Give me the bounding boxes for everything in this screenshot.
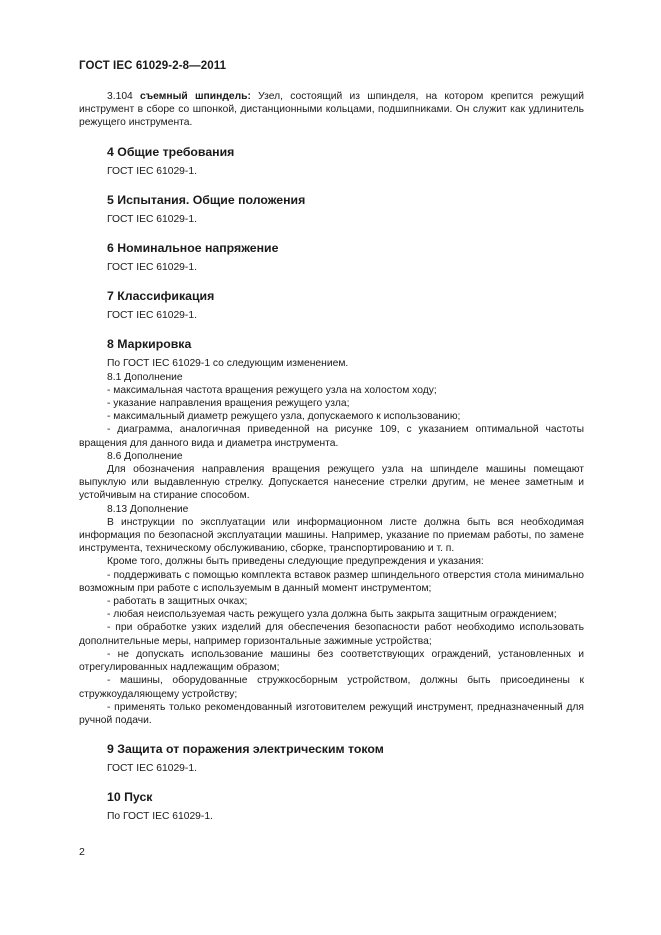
page-number: 2	[79, 846, 85, 858]
section-6-body: ГОСТ IEC 61029-1.	[107, 262, 197, 274]
heading-section-7: 7 Классификация	[107, 289, 215, 304]
subsection-8-6-text: Для обозначения направления вращения режущего узла на шпинделе машины помещают выпуклую или выдавленную стрелку. Допускается нанесение стрелки другим, не менее заметным и устойчивым на стирание способом.	[79, 464, 584, 502]
section-10-body: По ГОСТ IEC 61029-1.	[107, 811, 213, 823]
list-item: - указание направления вращения режущего узла;	[107, 398, 350, 410]
list-item: - максимальный диаметр режущего узла, допускаемого к использованию;	[107, 411, 461, 423]
list-item: - любая неиспользуемая часть режущего узла должна быть закрыта защитным ограждением;	[107, 609, 557, 621]
definition-number: 3.104	[107, 91, 141, 102]
heading-section-5: 5 Испытания. Общие положения	[107, 192, 306, 207]
heading-section-9: 9 Защита от поражения электрическим током	[107, 742, 384, 757]
list-item: - при обработке узких изделий для обеспечения безопасности работ необходимо использовать дополнительные меры, например горизонтальные зажимные устройства;	[79, 622, 584, 647]
subsection-8-13-text-b: Кроме того, должны быть приведены следующие предупреждения и указания:	[107, 556, 484, 568]
definition-3-104	[79, 90, 584, 130]
list-item: - применять только рекомендованный изготовителем режущий инструмент, предназначенный для ручной подачи.	[79, 701, 584, 726]
section-7-body: ГОСТ IEC 61029-1.	[107, 310, 197, 322]
section-5-body: ГОСТ IEC 61029-1.	[107, 213, 197, 225]
heading-section-8: 8 Маркировка	[107, 337, 192, 352]
list-item: - машины, оборудованные стружкосборным устройством, должны быть присоединены к стружкоудаляющему устройству;	[79, 675, 584, 700]
heading-section-6: 6 Номинальное напряжение	[107, 241, 279, 256]
list-item: - диаграмма, аналогичная приведенной на рисунке 109, с указанием оптимальной частоты вращения для данного вида и диаметра инструмента.	[79, 424, 584, 449]
definition-term: съемный шпиндель:	[140, 91, 251, 102]
document-header: ГОСТ IEC 61029-2-8—2011	[79, 60, 227, 72]
document-body	[79, 90, 584, 824]
list-item: - максимальная частота вращения режущего узла на холостом ходу;	[107, 384, 437, 396]
list-item: - работать в защитных очках;	[107, 596, 248, 608]
subsection-8-1-title: 8.1 Дополнение	[107, 371, 183, 383]
heading-section-4: 4 Общие требования	[107, 144, 235, 159]
subsection-8-6-title: 8.6 Дополнение	[107, 450, 183, 462]
section-4-body: ГОСТ IEC 61029-1.	[107, 165, 197, 177]
subsection-8-13-text: В инструкции по эксплуатации или информационном листе должна быть вся необходимая информация по безопасной эксплуатации машины. Например, указание по приемам работы, по замене инструмента, техническому обслуживанию, сборке, транспортированию и т. п.	[79, 516, 584, 555]
subsection-8-13-title: 8.13 Дополнение	[107, 503, 189, 515]
section-9-body: ГОСТ IEC 61029-1.	[107, 763, 197, 775]
heading-section-10: 10 Пуск	[107, 790, 153, 805]
list-item: - не допускать использование машины без соответствующих ограждений, установленных и отрегулированных надлежащим образом;	[79, 648, 584, 674]
list-item: - поддерживать с помощью комплекта вставок размер шпиндельного отверстия стола минимально возможным при работе с используемым в данный момент инструментом;	[79, 569, 584, 594]
definition-text: Узел, состоящий из шпинделя, на котором крепится режущий инструмент в сборе со шпонкой, дистанционными кольцами, подшипниками. Он служит как удлинитель режущего инструмента.	[79, 91, 584, 129]
section-8-intro: По ГОСТ IEC 61029-1 со следующим изменением.	[107, 358, 349, 370]
